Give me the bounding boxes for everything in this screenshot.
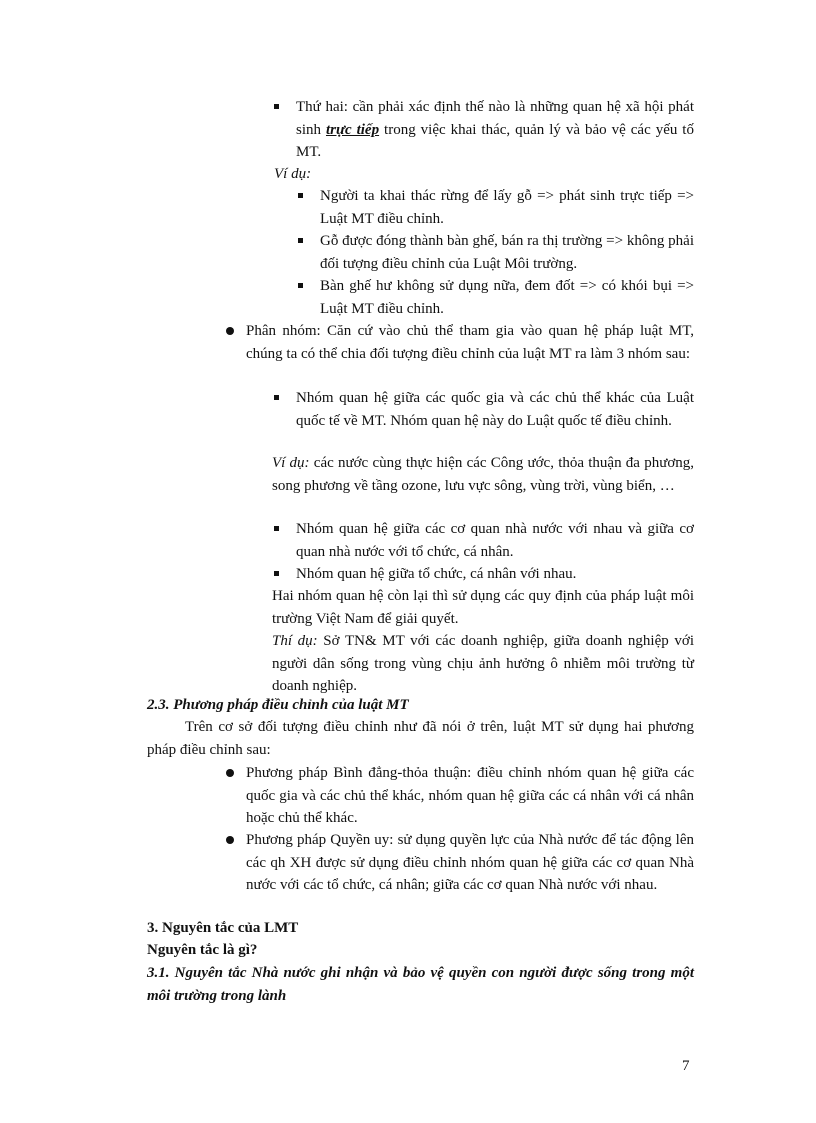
thu-hai-text: Thứ hai: cần phải xác định thế nào là những quan hệ xã hội phát sinh trực tiếp trong việc khai thác, quản lý và bảo vệ các yếu tố MT.	[296, 99, 694, 160]
truc-tiep-emphasis: trực tiếp	[325, 121, 380, 138]
group-2-text: Nhóm quan hệ giữa các cơ quan nhà nước với nhau và giữa cơ quan nhà nước với tổ chức, cá nhân.	[296, 521, 694, 560]
thi-du-label: Thí dụ:	[272, 633, 318, 649]
question-heading: Nguyên tắc là gì?	[147, 942, 258, 958]
heading-2-3: 2.3. Phương pháp điều chỉnh của luật MT	[147, 697, 409, 713]
hai-nhom-text: Hai nhóm quan hệ còn lại thì sử dụng các quy định của pháp luật môi trường Việt Nam để giải quyết.	[272, 588, 694, 627]
heading-3-1: 3.1. Nguyên tắc Nhà nước ghi nhận và bảo vệ quyền con người được sống trong một môi trường trong lành	[147, 965, 694, 1004]
thi-du: Thí dụ: Sở TN& MT với các doanh nghiệp, giữa doanh nghiệp với người dân sống trong vùng chịu ảnh hưởng ô nhiễm môi trường từ doanh nghiệp.	[272, 633, 694, 694]
group-1-text: Nhóm quan hệ giữa các quốc gia và các chủ thể khác của Luật quốc tế về MT. Nhóm quan hệ này do Luật quốc tế điều chỉnh.	[296, 390, 694, 429]
example-3-text: Bàn ghế hư không sử dụng nữa, đem đốt => có khói bụi => Luật MT điều chỉnh.	[320, 278, 694, 317]
page-number: 7	[682, 1058, 690, 1074]
intro-2-3: Trên cơ sở đối tượng điều chỉnh như đã nói ở trên, luật MT sử dụng hai phương pháp điều chỉnh sau:	[147, 719, 694, 758]
vi-du-label-2: Ví dụ:	[272, 455, 310, 471]
vi-du-label-1: Ví dụ:	[274, 166, 312, 182]
group-3-text: Nhóm quan hệ giữa tổ chức, cá nhân với nhau.	[296, 566, 577, 582]
method-2-text: Phương pháp Quyền uy: sử dụng quyền lực của Nhà nước để tác động lên các qh XH được sử dụng điều chỉnh nhóm quan hệ giữa các cơ quan Nhà nước với các tổ chức, cá nhân; giữa các cơ quan Nhà nước với nhau.	[246, 832, 694, 893]
heading-3: 3. Nguyên tắc của LMT	[147, 920, 299, 936]
example-1-text: Người ta khai thác rừng để lấy gỗ => phát sinh trực tiếp => Luật MT điều chỉnh.	[320, 188, 694, 227]
phan-nhom-text: Phân nhóm: Căn cứ vào chủ thể tham gia vào quan hệ pháp luật MT, chúng ta có thể chia đối tượng điều chỉnh của luật MT ra làm 3 nhóm sau:	[246, 323, 694, 362]
example-2-text: Gỗ được đóng thành bàn ghế, bán ra thị trường => không phải đối tượng điều chỉnh của Luật Môi trường.	[320, 233, 694, 272]
method-1-text: Phương pháp Bình đẳng-thỏa thuận: điều chỉnh nhóm quan hệ giữa các quốc gia và các chủ thể khác, nhóm quan hệ giữa các cá nhân với cá nhân hoặc chủ thể khác.	[246, 765, 694, 826]
vi-du-2: Ví dụ: các nước cùng thực hiện các Công ước, thỏa thuận đa phương, song phương về tầng ozone, lưu vực sông, vùng trời, vùng biển, …	[272, 455, 695, 494]
